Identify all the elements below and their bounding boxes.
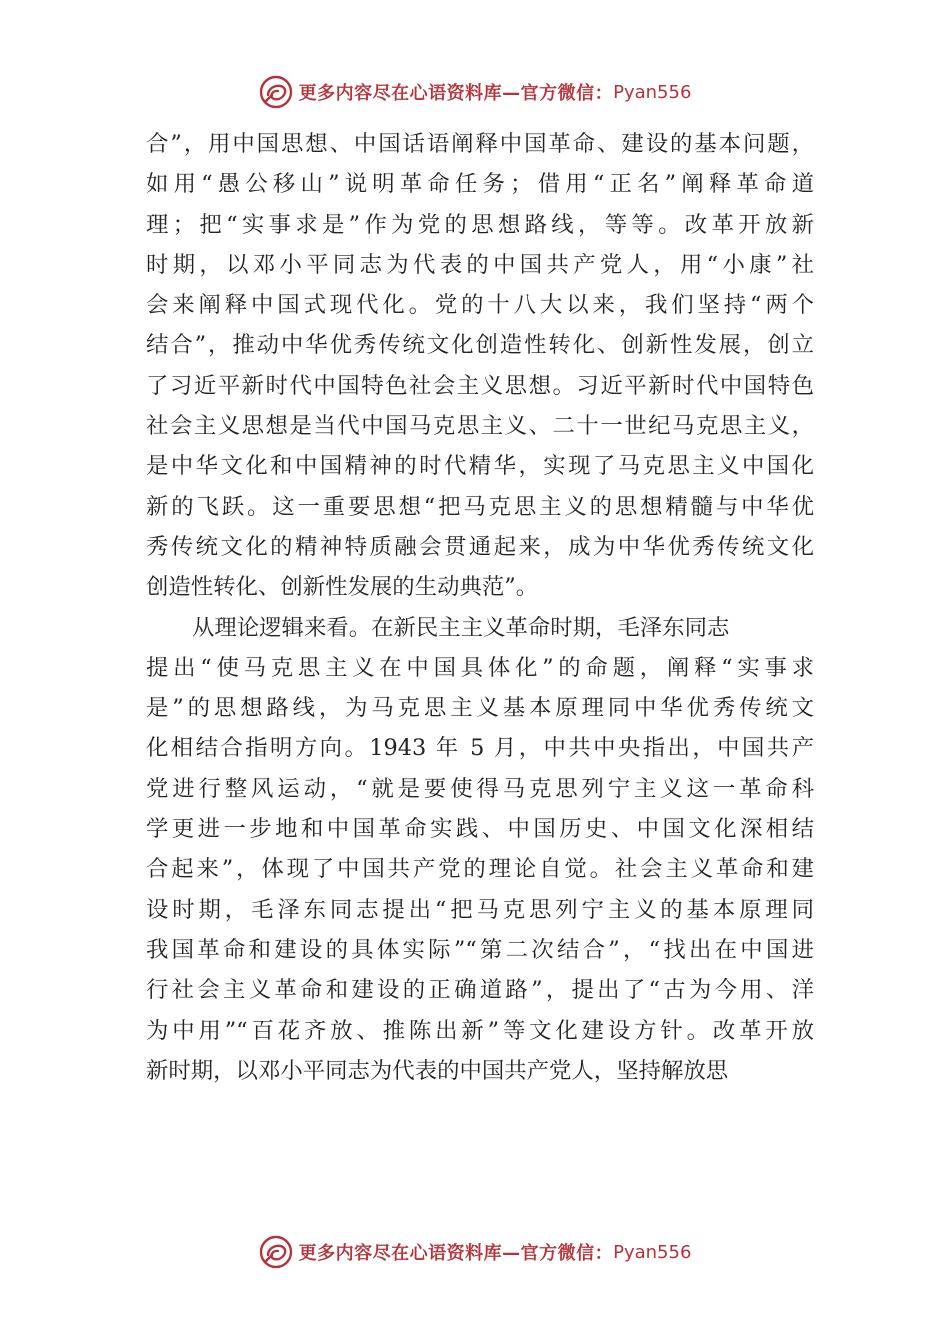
footer-banner xyxy=(0,1232,950,1272)
footer-wechat-id: Pyan556 xyxy=(613,1241,692,1263)
text-line: 新时期，以邓小平同志为代表的中国共产党人，坚持解放思 xyxy=(146,1057,729,1084)
text-line: 结合”，推动中华优秀传统文化创造性转化、创新性发展，创立 xyxy=(146,332,814,359)
text-line: 设时期，毛泽东同志提出“把马克思列宁主义的基本原理同 xyxy=(146,896,814,923)
text-line: 我国革命和建设的具体实际”“第二次结合”，“找出在中国进 xyxy=(146,936,814,963)
header-text: 更多内容尽在心语资料库—官方微信： xyxy=(298,83,614,104)
text-line: 创造性转化、创新性发展的生动典范”。 xyxy=(146,574,539,601)
heart-swirl-logo-icon xyxy=(259,75,293,109)
header-banner xyxy=(0,72,950,112)
text-line: 如用“愚公移山”说明革命任务；借用“正名”阐释革命道 xyxy=(146,171,814,198)
text-line: 理；把“实事求是”作为党的思想路线，等等。改革开放新 xyxy=(146,211,814,238)
text-line: 党进行整风运动，“就是要使得马克思列宁主义这一革命科 xyxy=(146,775,814,802)
footer-text: 更多内容尽在心语资料库—官方微信： xyxy=(298,1243,614,1264)
text-line: 新的飞跃。这一重要思想“把马克思主义的思想精髓与中华优 xyxy=(146,493,814,520)
text-line: 是中华文化和中国精神的时代精华，实现了马克思主义中国化 xyxy=(146,453,814,480)
heart-swirl-logo-icon xyxy=(259,1235,293,1269)
paragraph-2 xyxy=(146,608,814,1092)
text-line: 行社会主义革命和建设的正确道路”，提出了“古为今用、洋 xyxy=(146,977,814,1004)
paragraph-1 xyxy=(146,124,814,608)
text-line: 社会主义思想是当代中国马克思主义、二十一世纪马克思主义， xyxy=(146,413,814,440)
text-line: 时期，以邓小平同志为代表的中国共产党人，用“小康”社 xyxy=(146,251,814,278)
text-line: 化相结合指明方向。1943 年 5 月，中共中央指出，中国共产 xyxy=(146,735,814,762)
header-wechat-id: Pyan556 xyxy=(613,81,692,103)
text-line: 学更进一步地和中国革命实践、中国历史、中国文化深相结 xyxy=(146,816,814,843)
text-line: 从理论逻辑来看。在新民主主义革命时期，毛泽东同志 xyxy=(192,614,730,641)
text-line: 合起来”，体现了中国共产党的理论自觉。社会主义革命和建 xyxy=(146,856,814,883)
text-line: 合”，用中国思想、中国话语阐释中国革命、建设的基本问题， xyxy=(146,131,814,157)
text-line: 会来阐释中国式现代化。党的十八大以来，我们坚持“两个 xyxy=(146,292,814,319)
text-line: 是”的思想路线，为马克思主义基本原理同中华优秀传统文 xyxy=(146,695,814,722)
text-line: 了习近平新时代中国特色社会主义思想。习近平新时代中国特色 xyxy=(146,372,814,399)
document-body xyxy=(146,124,814,1091)
text-line: 为中用”“百花齐放、推陈出新”等文化建设方针。改革开放 xyxy=(146,1017,814,1044)
text-line: 秀传统文化的精神特质融会贯通起来，成为中华优秀传统文化 xyxy=(146,533,814,560)
text-line: 提出“使马克思主义在中国具体化”的命题，阐释“实事求 xyxy=(146,654,814,681)
